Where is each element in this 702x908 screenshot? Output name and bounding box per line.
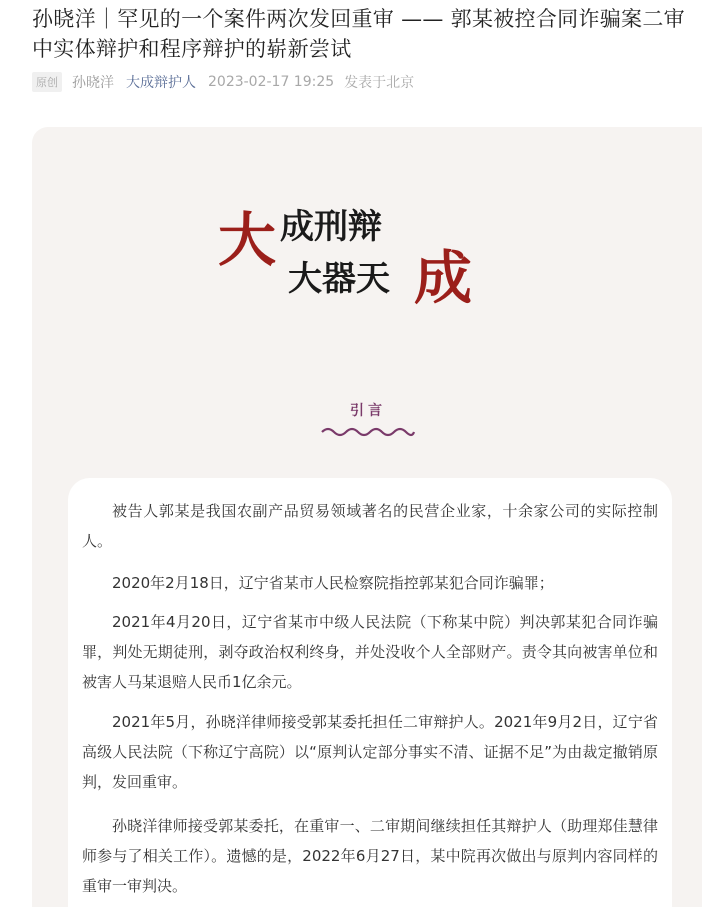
article-title: 孙晓洋｜罕见的一个案件两次发回重审 —— 郭某被控合同诈骗案二审中实体辩护和程序辩护的崭新尝试 bbox=[32, 7, 685, 61]
section-title: 引言 bbox=[350, 403, 386, 419]
paragraph: 2021年4月20日，辽宁省某市中级人民法院（下称某中院）判决郭某犯合同诈骗罪，判处无期徒刑，剥夺政治权利终身，并处没收个人全部财产。责令其向被害单位和被害人马某退赔人民币1亿余元。 bbox=[82, 613, 658, 691]
publish-location: 发表于北京 bbox=[344, 75, 415, 91]
original-badge: 原创 bbox=[32, 72, 62, 92]
paragraph: 孙晓洋律师接受郭某委托，在重审一、二审期间继续担任其辩护人（助理郑佳慧律师参与了相关工作）。遗憾的是，2022年6月27日，某中院再次做出与原判内容同样的重审一审判决。 bbox=[82, 817, 658, 895]
account-name-link[interactable]: 大成辩护人 bbox=[126, 75, 196, 91]
logo-big-char-2: 成 bbox=[414, 244, 473, 308]
logo-line-2: 大器天 bbox=[288, 259, 390, 299]
article-meta bbox=[32, 70, 414, 94]
author-name[interactable]: 孙晓洋 bbox=[72, 75, 114, 91]
logo-line-1: 成刑辩 bbox=[280, 207, 382, 247]
publish-time: 2023-02-17 19:25 bbox=[208, 74, 335, 90]
paragraph: 2020年2月18日，辽宁省某市人民检察院指控郭某犯合同诈骗罪； bbox=[112, 574, 554, 592]
brand-logo bbox=[218, 198, 478, 308]
paragraph: 被告人郭某是我国农副产品贸易领域著名的民营企业家，十余家公司的实际控制人。 bbox=[82, 502, 658, 550]
logo-big-char-1: 大 bbox=[218, 206, 277, 274]
wave-divider-icon bbox=[320, 426, 416, 438]
section-header bbox=[320, 400, 416, 442]
paragraph: 2021年5月，孙晓洋律师接受郭某委托担任二审辩护人。2021年9月2日，辽宁省高级人民法院（下称辽宁高院）以“原判认定部分事实不清、证据不足”为由裁定撤销原判，发回重审。 bbox=[82, 713, 658, 791]
